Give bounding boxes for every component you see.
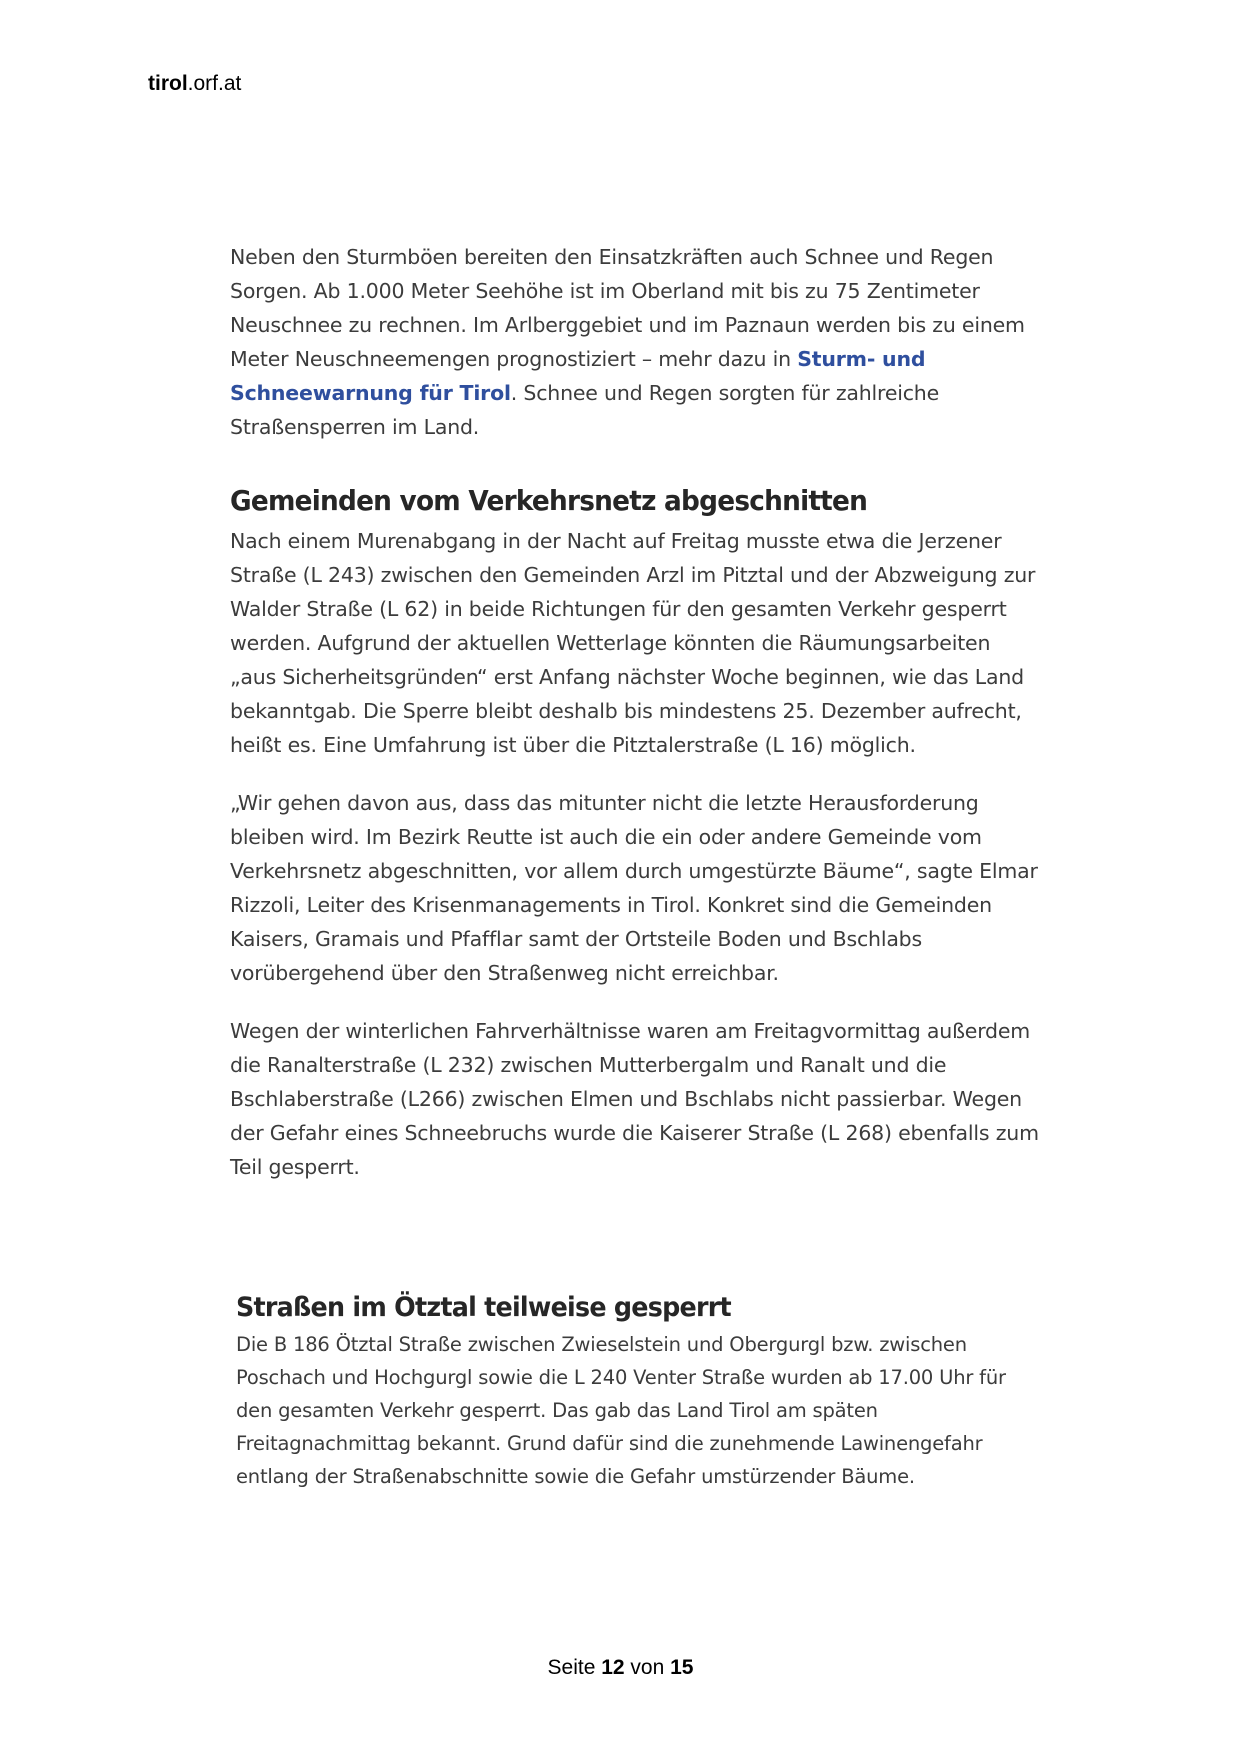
section-oetztal bbox=[236, 1290, 1036, 1493]
site-header bbox=[148, 72, 241, 96]
paragraph-1-text-after: . Schnee und Regen sorgten für zahlreiche Straßensperren im Land. bbox=[230, 381, 939, 439]
total-pages: 15 bbox=[670, 1656, 694, 1679]
page-number bbox=[0, 1656, 1241, 1680]
paragraph-1 bbox=[230, 240, 1040, 444]
current-page: 12 bbox=[601, 1656, 625, 1679]
section-heading-2: Straßen im Ötztal teilweise gesperrt bbox=[236, 1292, 731, 1323]
site-name-domain: .orf.at bbox=[187, 72, 242, 95]
paragraph-2: Nach einem Murenabgang in der Nacht auf Freitag musste etwa die Jerzener Straße (L 243) zwischen den Gemeinden Arzl im Pitztal und der Abzweigung zur Walder Straße (L 62) in beide Richtungen für den gesamten Verkehr gesperrt werden. Aufgrund der aktuellen Wetterlage könnten die Räumungsarbeiten „aus Sicherheitsgründen“ erst Anfang nächster Woche beginnen, wie das Land bekanntgab. Die Sperre bleibt deshalb bis mindestens 25. Dezember aufrecht, heißt es. Eine Umfahrung ist über die Pitztalerstraße (L 16) möglich. bbox=[230, 529, 1036, 757]
page-label: Seite bbox=[547, 1656, 602, 1679]
site-name-bold: tirol bbox=[148, 72, 188, 95]
page-of-label: von bbox=[624, 1656, 671, 1679]
paragraph-5: Die B 186 Ötztal Straße zwischen Zwieselstein und Obergurgl bzw. zwischen Poschach und Hochgurgl sowie die L 240 Venter Straße wurden ab 17.00 Uhr für den gesamten Verkehr gesperrt. Das gab das Land Tirol am späten Freitagnachmittag bekannt. Grund dafür sind die zunehmende Lawinengefahr entlang der Straßenabschnitte sowie die Gefahr umstürzender Bäume. bbox=[236, 1333, 1006, 1488]
paragraph-1-text-before: Neben den Sturmböen bereiten den Einsatzkräften auch Schnee und Regen Sorgen. Ab 1.000 Meter Seehöhe ist im Oberland mit bis zu 75 Zentimeter Neuschnee zu rechnen. Im Arlberggebiet und im Paznaun werden bis zu einem Meter Neuschneemengen prognostiziert – mehr dazu in bbox=[230, 245, 1025, 371]
article-body bbox=[230, 240, 1040, 1184]
weather-warning-link[interactable]: Sturm- und Schneewarnung für Tirol bbox=[230, 347, 926, 405]
paragraph-4: Wegen der winterlichen Fahrverhältnisse waren am Freitagvormittag außerdem die Ranalterstraße (L 232) zwischen Mutterbergalm und Ranalt und die Bschlaberstraße (L266) zwischen Elmen und Bschlabs nicht passierbar. Wegen der Gefahr eines Schneebruchs wurde die Kaiserer Straße (L 268) ebenfalls zum Teil gesperrt. bbox=[230, 1019, 1039, 1179]
section-heading-1: Gemeinden vom Verkehrsnetz abgeschnitten bbox=[230, 484, 868, 517]
paragraph-3: „Wir gehen davon aus, dass das mitunter nicht die letzte Herausforderung bleiben wird. Im Bezirk Reutte ist auch die ein oder andere Gemeinde vom Verkehrsnetz abgeschnitten, vor allem durch umgestürzte Bäume“, sagte Elmar Rizzoli, Leiter des Krisenmanagements in Tirol. Konkret sind die Gemeinden Kaisers, Gramais und Pfafflar samt der Ortsteile Boden und Bschlabs vorübergehend über den Straßenweg nicht erreichbar. bbox=[230, 791, 1038, 985]
